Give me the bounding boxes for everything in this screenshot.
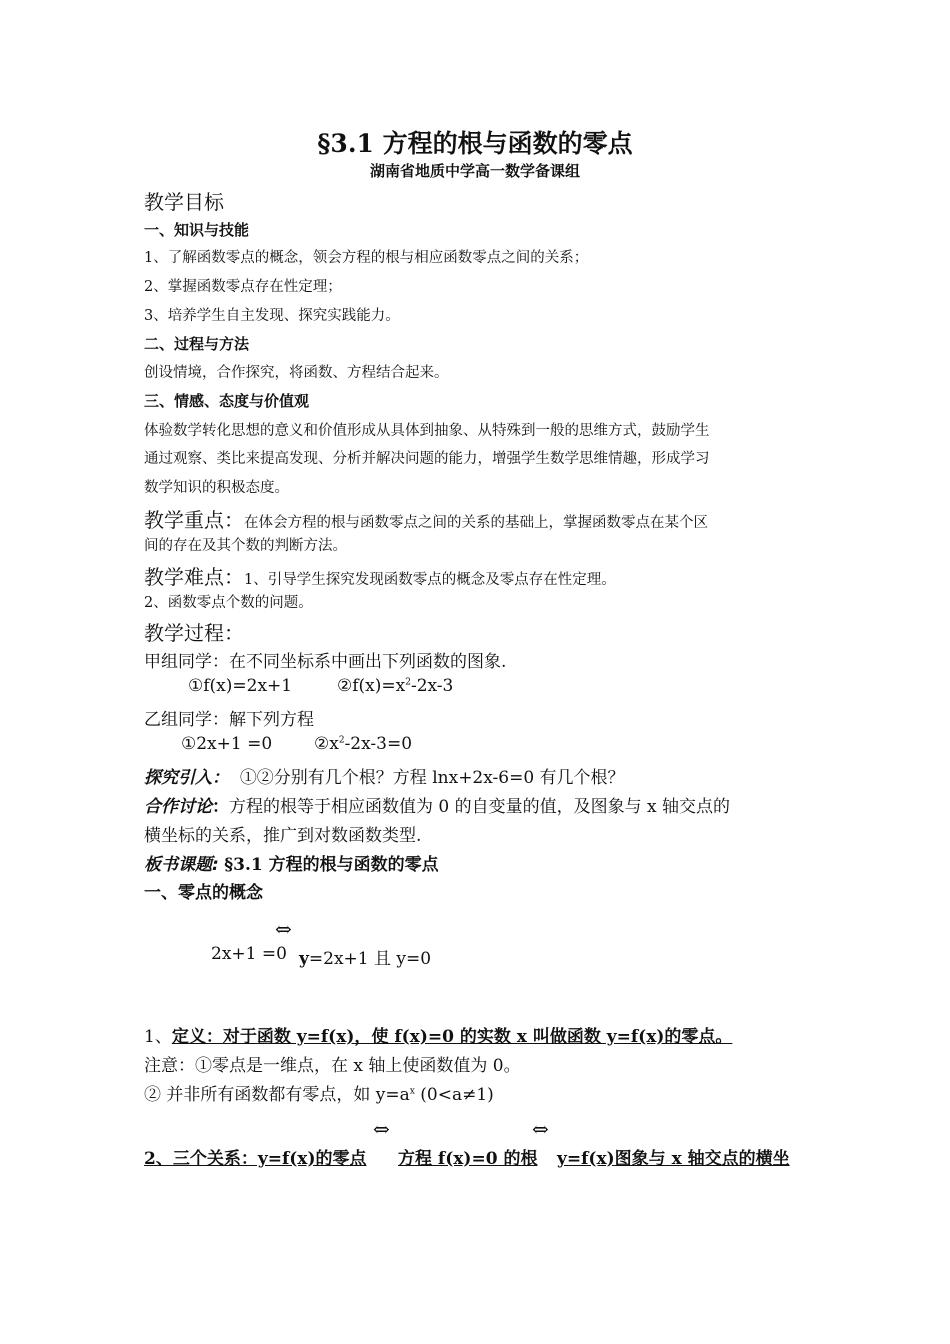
key-points-line-2: 间的存在及其个数的判断方法。 [144, 538, 347, 554]
difficulties-line-1: 1、引导学生探究发现函数零点的概念及零点存在性定理。 [244, 572, 616, 588]
board-title [144, 850, 439, 875]
objectives-item-1: 1、了解函数零点的概念，领会方程的根与相应函数零点之间的关系； [144, 250, 589, 266]
definition-text: 定义：对于函数 y=f(x)，使 f(x)=0 的实数 x 叫做函数 y=f(x)的零点。 [171, 1027, 733, 1047]
explore-label: 探究引入： [144, 768, 229, 788]
discussion: 合作讨论：方程的根等于相应函数值为 0 的自变量的值，及图象与 x 轴交点的 [144, 797, 731, 817]
note-1: 注意：①零点是一维点，在 x 轴上使函数值为 0。 [144, 1056, 521, 1076]
explore-text: ①②分别有几个根？方程 lnx+2x-6=0 有几个根？ [239, 768, 625, 788]
three-relations-part-3: y=f(x)图象与 x 轴交点的横坐 [557, 1149, 790, 1169]
page-subtitle: 湖南省地质中学高一数学备课组 [369, 162, 580, 180]
objectives-section-3-line-3: 数学知识的积极态度。 [144, 480, 289, 496]
objectives-item-3: 3、培养学生自主发现、探究实践能力。 [144, 308, 400, 324]
group-a-function-2: $②f(x)=x^2-2x-3$ [337, 676, 454, 696]
difficulties [144, 561, 616, 590]
page-title: §3.1 方程的根与函数的零点 [317, 129, 633, 158]
group-b-equation-1: ①2x+1 =0 [181, 734, 273, 754]
group-b-text: 乙组同学：解下列方程 [144, 710, 314, 730]
objectives-heading: 教学目标 [144, 190, 224, 214]
objectives-section-3-heading: 三、情感、态度与价值观 [144, 392, 310, 410]
difficulties-line-2: 2、函数零点个数的问题。 [144, 595, 313, 611]
objectives-section-3-line-1: 体验数学转化思想的意义和价值形成从具体到抽象、从特殊到一般的思维方式，鼓励学生 [144, 423, 710, 439]
process-heading: 教学过程： [144, 621, 244, 645]
concept-heading: 一、零点的概念 [144, 883, 263, 903]
key-points-line-1: 在体会方程的根与函数零点之间的关系的基础上，掌握函数零点在某个区 [244, 515, 708, 531]
three-relations-part-2: 方程 f(x)=0 的根 [398, 1149, 538, 1169]
objectives-section-2-text: 创设情境，合作探究，将函数、方程结合起来。 [144, 365, 449, 381]
difficulties-label: 教学难点： [144, 565, 244, 589]
objectives-section-2-heading: 二、过程与方法 [144, 335, 250, 353]
objectives-item-2: 2、掌握函数零点存在性定理； [144, 279, 342, 295]
board-label: 板书课题: [144, 855, 219, 875]
objectives-section-1-heading: 一、知识与技能 [144, 221, 250, 239]
definition-line [144, 1022, 732, 1047]
note-2: ② 并非所有函数都有零点，如 $y=a^x$ (0<a≠1) [144, 1085, 494, 1105]
group-b-equation-2: $②x^2-2x-3=0$ [314, 734, 413, 754]
discussion-line-2: 横坐标的关系，推广到对数函数类型. [144, 826, 422, 846]
key-points-label: 教学重点： [144, 508, 244, 532]
equivalence-arrow-2: ⇔ [373, 1117, 390, 1141]
board-title-text: §3.1 方程的根与函数的零点 [224, 855, 439, 875]
discussion-line-1: 方程的根等于相应函数值为 0 的自变量的值，及图象与 x 轴交点的 [229, 797, 731, 817]
objectives-section-3-line-2: 通过观察、类比来提高发现、分析并解决问题的能力，增强学生数学思维情趣，形成学习 [144, 451, 710, 467]
equation-right: y=2x+1 且 y=0 [299, 949, 432, 969]
equivalence-arrow-1: ⇔ [275, 917, 292, 941]
three-relations-part-1: 2、三个关系：y=f(x)的零点 [144, 1149, 367, 1169]
group-a-text: 甲组同学：在不同坐标系中画出下列函数的图象. [144, 652, 507, 672]
definition-number: 1、 [144, 1027, 172, 1047]
equation-left: 2x+1 =0 [211, 944, 287, 964]
group-a-function-1: ①f(x)=2x+1 [188, 676, 293, 696]
explore-intro [144, 763, 625, 788]
discussion-label: 合作讨论 [144, 797, 212, 817]
key-points [144, 504, 708, 533]
equivalence-arrow-3: ⇔ [532, 1117, 549, 1141]
